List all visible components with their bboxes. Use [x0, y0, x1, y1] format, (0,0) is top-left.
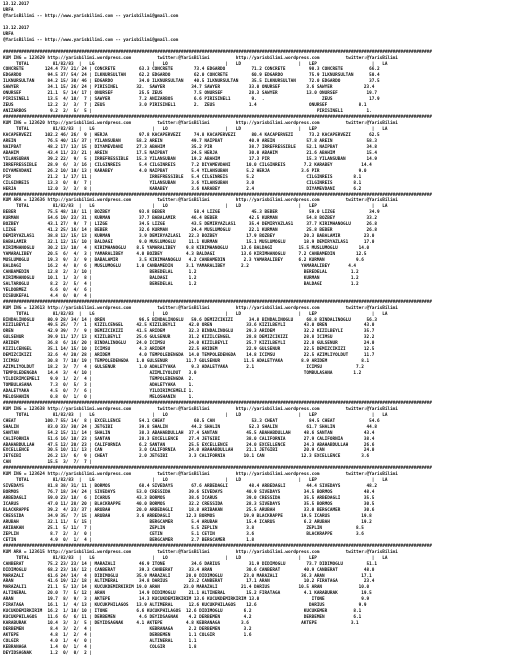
race-statistics-text: 13.12.2017 URFA @YarisBilimi -- http://www.yarisbilimi.com -- yarisbilimi@gmail.com 13.12.2017 URFA @YarisBilimi -- http://www.yarisbilimi.com -- yarisbilimi@gmail.com #################################################################################################################################################################### KUM ING = 123629 http://yarisbilimi.wordpress.com twitter:@YarisBilimi http://yarisbilimi.wordpress.com twitter:@YarisBilimi TOTAL 81/82/83 | LG | LO | LD | LEP | LA CONCRETE 124.4 73/ 21/ 24 | CONCRETE 63.3 CONCRETE 73.4 EDGARDO 71.2 CONCRETE 90.3 CONCRETE 66.2 EDGARDO 94.5 37/ 54/ 24 | ILKNURSULTAN 62.2 EDGARDO 62.0 CONCRETE 60.9 EDGARDO 75.9 ILKNURSULTAN 50.4 ILKNURSULTAN 84.2 15/ 30/ 46 | EDGARDO 34.0 ILKNURSULTAN 40.5 ILKNURSULTAN 35.5 ILKNURSULTAN 72.0 EDGARDO 37.5 SAWYER 34.1 15/ 26/ 24 | PIRISINEL 32. SAWYER 34.7 SAWYER 33.0 ONURSEF 3.6 SAWYER 23.4 ONURSEF 21.1 5/ 14/ 17 | ONURSEF 25.5 ZEUS 7.5 ONURSEF 28.3 SAWYER 13.0 ONURSEF 19.7 PIRISINEL1 13.5 4/ 10/ 7 | SAWYER 7.2 ANIZARBOS 6.6 PIRISINEL1 9. . ZEUS 17.9 ZEUS 12.2 2/ 3/ 7 | ZEUS 3.0 PIRISINEL1 2. ZEUS 1.4 ONURSEF 8.1 ANIZARBOS 9.2 2/ 5/ 5 | PIRISINEL1 1. #################################################################################################################################################################### KUM ING = 123620 http://yarisbilimi.wordpress.com twitter:@YarisBilimi http://yarisbilimi.wordpress.com twitter:@YarisBilimi TOTAL 81/82/83 | LG | LO | LD | LEP | LA KACAPERVEZI 102.2 46/ 26/ 9 | HERJA 97.8 KACAPERVEZI 74.8 KACAPERVEZI 80.4 KACAPERVEZI 73.2 KACAPERVEZI 62.5 AREIN 76.5 40/ 15/ 37 | YILANSUBAN 58.2 AREIN 49.7 NAIPBAT 40.9 AREIN 57.8 AREIN 58.3 NAIPBAT 48.2 17/ 13/ 15 | DIYAMEVDANI 27.3 ABAHIM 35.2 PIR 38.7 IRREFRESSIBLE 52.1 NAIPBAT 34.8 ABAHIM 43.4 11/ 23/ 21 | AREIN 17.5 NAIPBAT 24.5 HERJA 30.0 ABAHIM 21.6 ABAHIM 15.4 YILANSUBAN 39.2 22/ 9/ 5 | IRREFRESSIBLE 15.3 YILANSUBAN 19.2 ABAHIM 17.3 PIR 15.3 YILANSUBAN 14.9 IRREFRESSIBLE 28.9 6/ 3/ 16 | CILGINREIS 5.4 CILGINREIS 7.2 DIYAMEVDANI 10.0 CILGINREIS 7.2 KARABEY 14.4 DIYAMEVDANI 26.2 10/ 10/ 13 | KARABEY 4.0 NAIPBAT 5.4 YILANSUBAN 5.2 HERJA 3.6 PIR 9.0 PIR 21.2 1/ 17/ 11 | IRREFRESSIBLE 5.4 CILGINREIS 5.2 CILGINREIS 8.1 CILGINREIS 13.3 0/ 0/ 7 | YILANSUBAN 3.6 YILANSUBAN 3.0 CILGINREIS 8.1 HERJA 12.0 3/ 3/ 8 | KARABEY 3.6 KARABEY 2.4 DIYAMEVDANI 6.2 #################################################################################################################################################################### KUM ARA = 123636 http://yarisbilimi.wordpress.com twitter:@YarisBilimi http://yarisbilimi.wordpress.com twitter:@YarisBilimi TOTAL 81/82/83 | LG | LO | LD | LEP | LA BEBER 75.5 48/ 18/ 11 | BOZBEY 93.8 BEBER 58.4 LIZGE 45.3 BEBER 59.0 LIZGE 34.9 KURMAN 54.6 19/ 23/ 31 | KURMAN 37.7 BABALAMIR 46.4 BEBER 42.5 KURMAN 54.8 BOZBEY 33.2 BOZBEY 43.1 27/ 9/ 7 | LIZGE 34.5 LIZGE 43.5 DEMIRYAZLAS1 35.4 DEMIRYAZLAS1 37.7 KIRIMHANOGLU 26.8 LIZGE 41.2 25/ 16/ 14 | BEBER 32.6 KURMAN 24.4 MUSLUMOGLU 22.1 KURMAN 25.8 BEBER 26.8 DEMIRYAZLAS1 38.8 12/ 15/ 13 | KURMAN 3.9 DEMIRYAZLAS1 22.3 BOZBEY 17.9 BOZBEY 20.3 BABALAMIR 23.0 BABALAMIR 32.1 12/ 15/ 10 | BALDAGI 9.0 MUSLUMOGLU 11.1 KURMAN 15.1 MUSLUMOGLU 18.9 DEMIRYAZLAS1 17.0 KIRIMHANOGLU 30.2 13/ 10/ 4 | KIRIMHANOGLU 8.5 YAMARALIBEY 9.8 KIRIMHANOGLU 13.6 BALDAGI 15.5 MUSLUMOGLU 14.0 YAMARALIBEY 20.5 6/ 4/ 3 | YAMARALIBEY 4.0 BOZBEY 4.3 BALDAGI 13.6 KIRIMHANOGLU 7.2 CANBAMEDIN 12.5 MUSLUMOGLU 19.3 9/ 3/ 9 | BABALAMIR 3.5 KIRIMHANOGLU 4.2 CANBAMEDIN 2.3 YAMARALIBEY 6.2 KURMAN 9.6 BALDAGI 16.2 4/ 8/ 6 | MUSLUMOGLU 1.0 CANBAMEDIN 3.1 YAMARALIBEY 2.2 YAMARALIBEY 4.4 CANBAMEDIN 12.8 2/ 3/ 10 | BEREDELAL 1.2 BEREDELAL 1.2 KIRIMHANOGLU 10.1 1/ 3/ 8 | BALDAGI 1.2 KURMAN 1.2 SALTAROGLU 8.2 2/ 5/ 4 | BEREDELAL 1.2 BALDAGI 1.2 YELDOBMEZ 6.6 0/ 4/ 6 | DISBUKEFAL 4.4 0/ 0/ 4 | #################################################################################################################################################################### KUM ING = 123613 http://yarisbilimi.wordpress.com twitter:@YarisBilimi http://yarisbilimi.wordpress.com twitter:@YarisBilimi TOTAL 81/82/83 | LG | LO | LD | LEP | LA BINDALINOGLU 80.9 28/ 34/ 14 | OREN 96.5 BINDALINOGLU 59.6 DEMIZCIKIZI 34.8 BINDALINOGLU 68.8 BINDALINOGLU 56.3 KIZILBEYLI 49.5 25/ 7/ 1 | KIZILCENGEL 42.5 KIZILBEYLI 42.0 OREN 33.6 KIZILBEYLI 43.0 OREN 43.0 OREN 42.9 39/ 7/ 9 | DEMIZCIKIZI 41.5 ARIDEM 32.3 BINDALINOGLU 29.3 ARIDEM 32.2 KIZILBEYLI 35.7 GULSENUR 39.9 11/ 17/ 13 | KIZILBEYLI 25.6 GULSENUR 31.2 KIZILCENGEL 28.8 DEMIZCIKIZI 28.8 ICIMSU 32.2 ARIDEM 36.8 6/ 16/ 20 | BINDALINOGLU 24.0 ICIMSU 24.0 KIZILBEYLI 25.7 KIZILBEYLI 22.8 GULSENUR 24.0 KIZILCENGEL 35.1 14/ 15/ 10 | ICIMSU 4.3 ARIDEM 22.5 ARIDEM 22.9 GULSENUR 22.5 DEMIZCIKIZI 12.5 DEMIZCIKIZI 32.6 4/ 20/ 28 | ARIDEM 4.0 TEMPOLEDENGDA 14.0 TEMPOLEDENGDA 14.8 ICIMSU 22.5 AZIMLIYOLDUT 11.7 ICIMSU 30.8 7/ 10/ 19 | TEMPOLEDENGDA 1.0 GULSENUR 11.7 GULSENUR 11.5 ADALETYAKA 8.9 ARIDEM 8.1 AZIMLIYOLDUT 18.2 3/ 7/ 4 | GULSENUR 1.0 ADALETYAKA 9.3 ADALETYAKA 2.1 ICIMSU 7.2 TEMPOLEDENGDA 14.4 3/ 4/ 10 | AZIMLIYOLDUT 3.0 TOMBULASANA 1.2 YILDIRIMCEMELI 9.9 1/ 2/ 4 | TEMPOLEDENGDA 2. TOMBULASANA 7.3 0/ 5/ 3 | ADALETYAKA 1. ADALETYAKA 4.5 0/ 7/ 6 | YILDIRIMCEMELI 1. MELOSHANIN 0.8 0/ 1/ 0 | MELOSHANIN 1. #################################################################################################################################################################### KUM ING = 123638 http://yarisbilimi.wordpress.com twitter:@YarisBilimi http://yarisbilimi.wordpress.com twitter:@YarisBilimi TOTAL 81/82/83 | LG | LO | LD | LEP | LA CHEAT 100.7 55/ 14/ 8 | EXCELLENCE 54.1 CHEAT 68.5 CAN 53.3 CHEAT 84.5 CHEAT 54.6 SHALIN 83.0 33/ 30/ 24 | JETGIBI 39.8 SHALIN 44.2 SHALIN 52.3 SHALIN 61.7 SHALIN 44.8 SANTAN 54.2 15/ 11/ 14 | SHALIN 38.3 ABAHABDULLAH 37.4 SANTAN 45.5 ABAHABDULLAH 48.6 SANTAN 43.4 CALIFORNIA 51.6 16/ 10/ 23 | SANTAN 28.3 EXCELLENCE 27.4 JETGIBI 38.0 CALIFORNIA 27.9 CALIFORNIA 38.4 ABAHABDULLAH 47.5 12/ 20/ 23 | CALIFORNIA 6.2 SANTAN 25.5 EXCELLENCE 24.0 EXCELLENCE 24.3 ABAHABDULLAH 26.6 EXCELLENCE 30.5 10/ 11/ 13 | CAN 3.0 CALIFORNIA 24.0 ABAHABDULLAH 21.1 JETGIBI 20.9 CAN 24.0 JETGIBI 26.2 13/ 6/ 9 | CHEAT 2.0 JETGIBI 3.3 CALIFORNIA 10.1 CAN 12.3 EXCELLENCE 3.6 CAN 15.5 3/ 7/ 7 | #################################################################################################################################################################### KUM ING = 123624 http://yarisbilimi.wordpress.com twitter:@YarisBilimi http://yarisbilimi.wordpress.com twitter:@YarisBilimi TOTAL 81/82/83 | LG | LO | LD | LEP | LA SIVEDAYS 81.8 38/ 31/ 11 | BORMOS 68.4 SIVEDAYS 67.6 ARBEDAGLI 48.4 ARBEDAGLI 44.4 SIVEDAYS 48.2 BORMOS 76.7 18/ 34/ 24 | SIVEDAYS 53.0 CRESSIDA 39.6 SIVEDAYS 40.9 SIVEDAYS 34.5 BORMOS 48.4 ARBEDAGLI 59.0 23/ 18/ 6 | ICARUS 43.3 BORMOS 38.6 ICARUS 39.0 CRESSIDA 35.5 ARBEDAGLI 35.5 ICARUS 47.0 11/ 28/ 20 | BLACKRAPPE 40.0 BORMOS 32.2 CRESSIDA 28.3 SIVEDAYS 35.5 BORMOS 30.5 BLACKRAPPE 39.2 4/ 23/ 37 | ARUBAH 20.0 ARBEDAGLI 18.8 ARIBAKAN 25.5 ARUBAH 33.0 BERGCAMER 30.6 CRESSIDA 34.9 35/ 7/ 15 | ARUBAH 3.6 ARBEDAGLI 12.3 BORMOS 19.9 BLACKRAPPE 19.5 ICARUS 19.8 ARUBAH 32.1 11/ 5/ 15 | BERGCAMER 5.4 ARUBAH 15.4 ICARUS 6.2 ARUBAH 19.2 ARIBAKAN 25.1 5/ 11/ 7 | ZEPLIN 5.5 ZEPLIN 3.8 ZEPLIN 8.5 ZEPLIN 8.7 2/ 3/ 0 | CETIN 5.1 CETIN 3.6 BLACKRAPPE 3.6 CETIN 4.9 0/ 1/ 4 | BERGCAMER 2.7 BERGCAMER 1.8 #################################################################################################################################################################### KUM ARA = 123615 http://yarisbilimi.wordpress.com twitter:@YarisBilimi http://yarisbilimi.wordpress.com twitter:@YarisBilimi TOTAL 81/82/83 | LG | LO | LD | LEP | LA CANBERAT 75.2 23/ 23/ 14 | MARAZALI 46.9 ITONE 34.6 DARIUS 31.9 DIDIMOGLU 73.7 DIDIMOGLU 51.1 DIDIMOGLU 68.2 23/ 16/ 12 | CANBERAT 39.3 CANBERAT 33.4 ARAN 30.6 CANBERAT 40.9 CANBERAT 48.0 MARAZALI 61.6 24/ 14/ 4 | DIDIMOGLU 35.9 MARAZALI 28.0 DIDIMOGLU 23.0 MARAZALI 36.3 ARAN 17.1 ARAN 41.6 19/ 12/ 18 | ALTIMERAL 34.8 DARIUS 23.2 CANBERAT 17.1 ARAN 10.2 FIRATAGA 23.4 MARAZALI1 21.1 5/ 13/ 14 | KUCUKDEMIRKIRIM 19.0 ARAN 23.0 MARAZALI 21.4 DARIUS 10.5 ARAN 10.0 ALTINERAL 20.0 7/ 5/ 12 | ARAN 14.9 DIDIMOGLU 21.1 ALTINERAL 15.2 FIRATAGA 4.1 KARABURAK 19.5 ARAN 19.7 8/ 9/ 3 | AKTEPE 14.3 KUCUKDEMIRKIRIM 13.6 KUCUKDEMIRKIRIM 13.0 ITONE 9.9 FIRATAGA 16.1 1/ 4/ 13 | KUCUKPHILAGOS 13.9 ALTIMERAL 12.6 KUCUKPHILAGOS 12.6 DARIUS 9.9 KUCUKDEMIRKIRIM 16.2 1/ 10/ 10 | ITONE 6.6 KUCUKPHILAGOS 12.6 DIDIMOGLU 6.2 KUCUKEMER 8.1 KUCUKPHILAGOS 11.6 6/ 6/ 11 | DERBEMEN 4.6 DEYIDSAGNAK 4.2 DERBEMEN 4.2 DERBEMEN 6.1 KARABURAK 10.4 3/ 3/ 5 | DEYIDSAGNAK 4.1 AKTEPE 4.8 KEBRANAGA 3.6 AKTEPE 3.1 DERBEMEN 8.4 3/ 2/ 4 | KEBRANAGA 2.2 DERBEMEN 3.2 AKTEPE 4.8 1/ 2/ 4 | DERBEMEN 1.1 COLGIR 1.6 COLGIR 4.0 1/ 4/ 0 | ALTINERAL 1.1 KEBRANAGA 1.4 0/ 1/ 4 | COLGIR 1.8 DEYIDSAGNAK 1.2 0/ 0/ 2 | — [3, 2, 432, 656]
